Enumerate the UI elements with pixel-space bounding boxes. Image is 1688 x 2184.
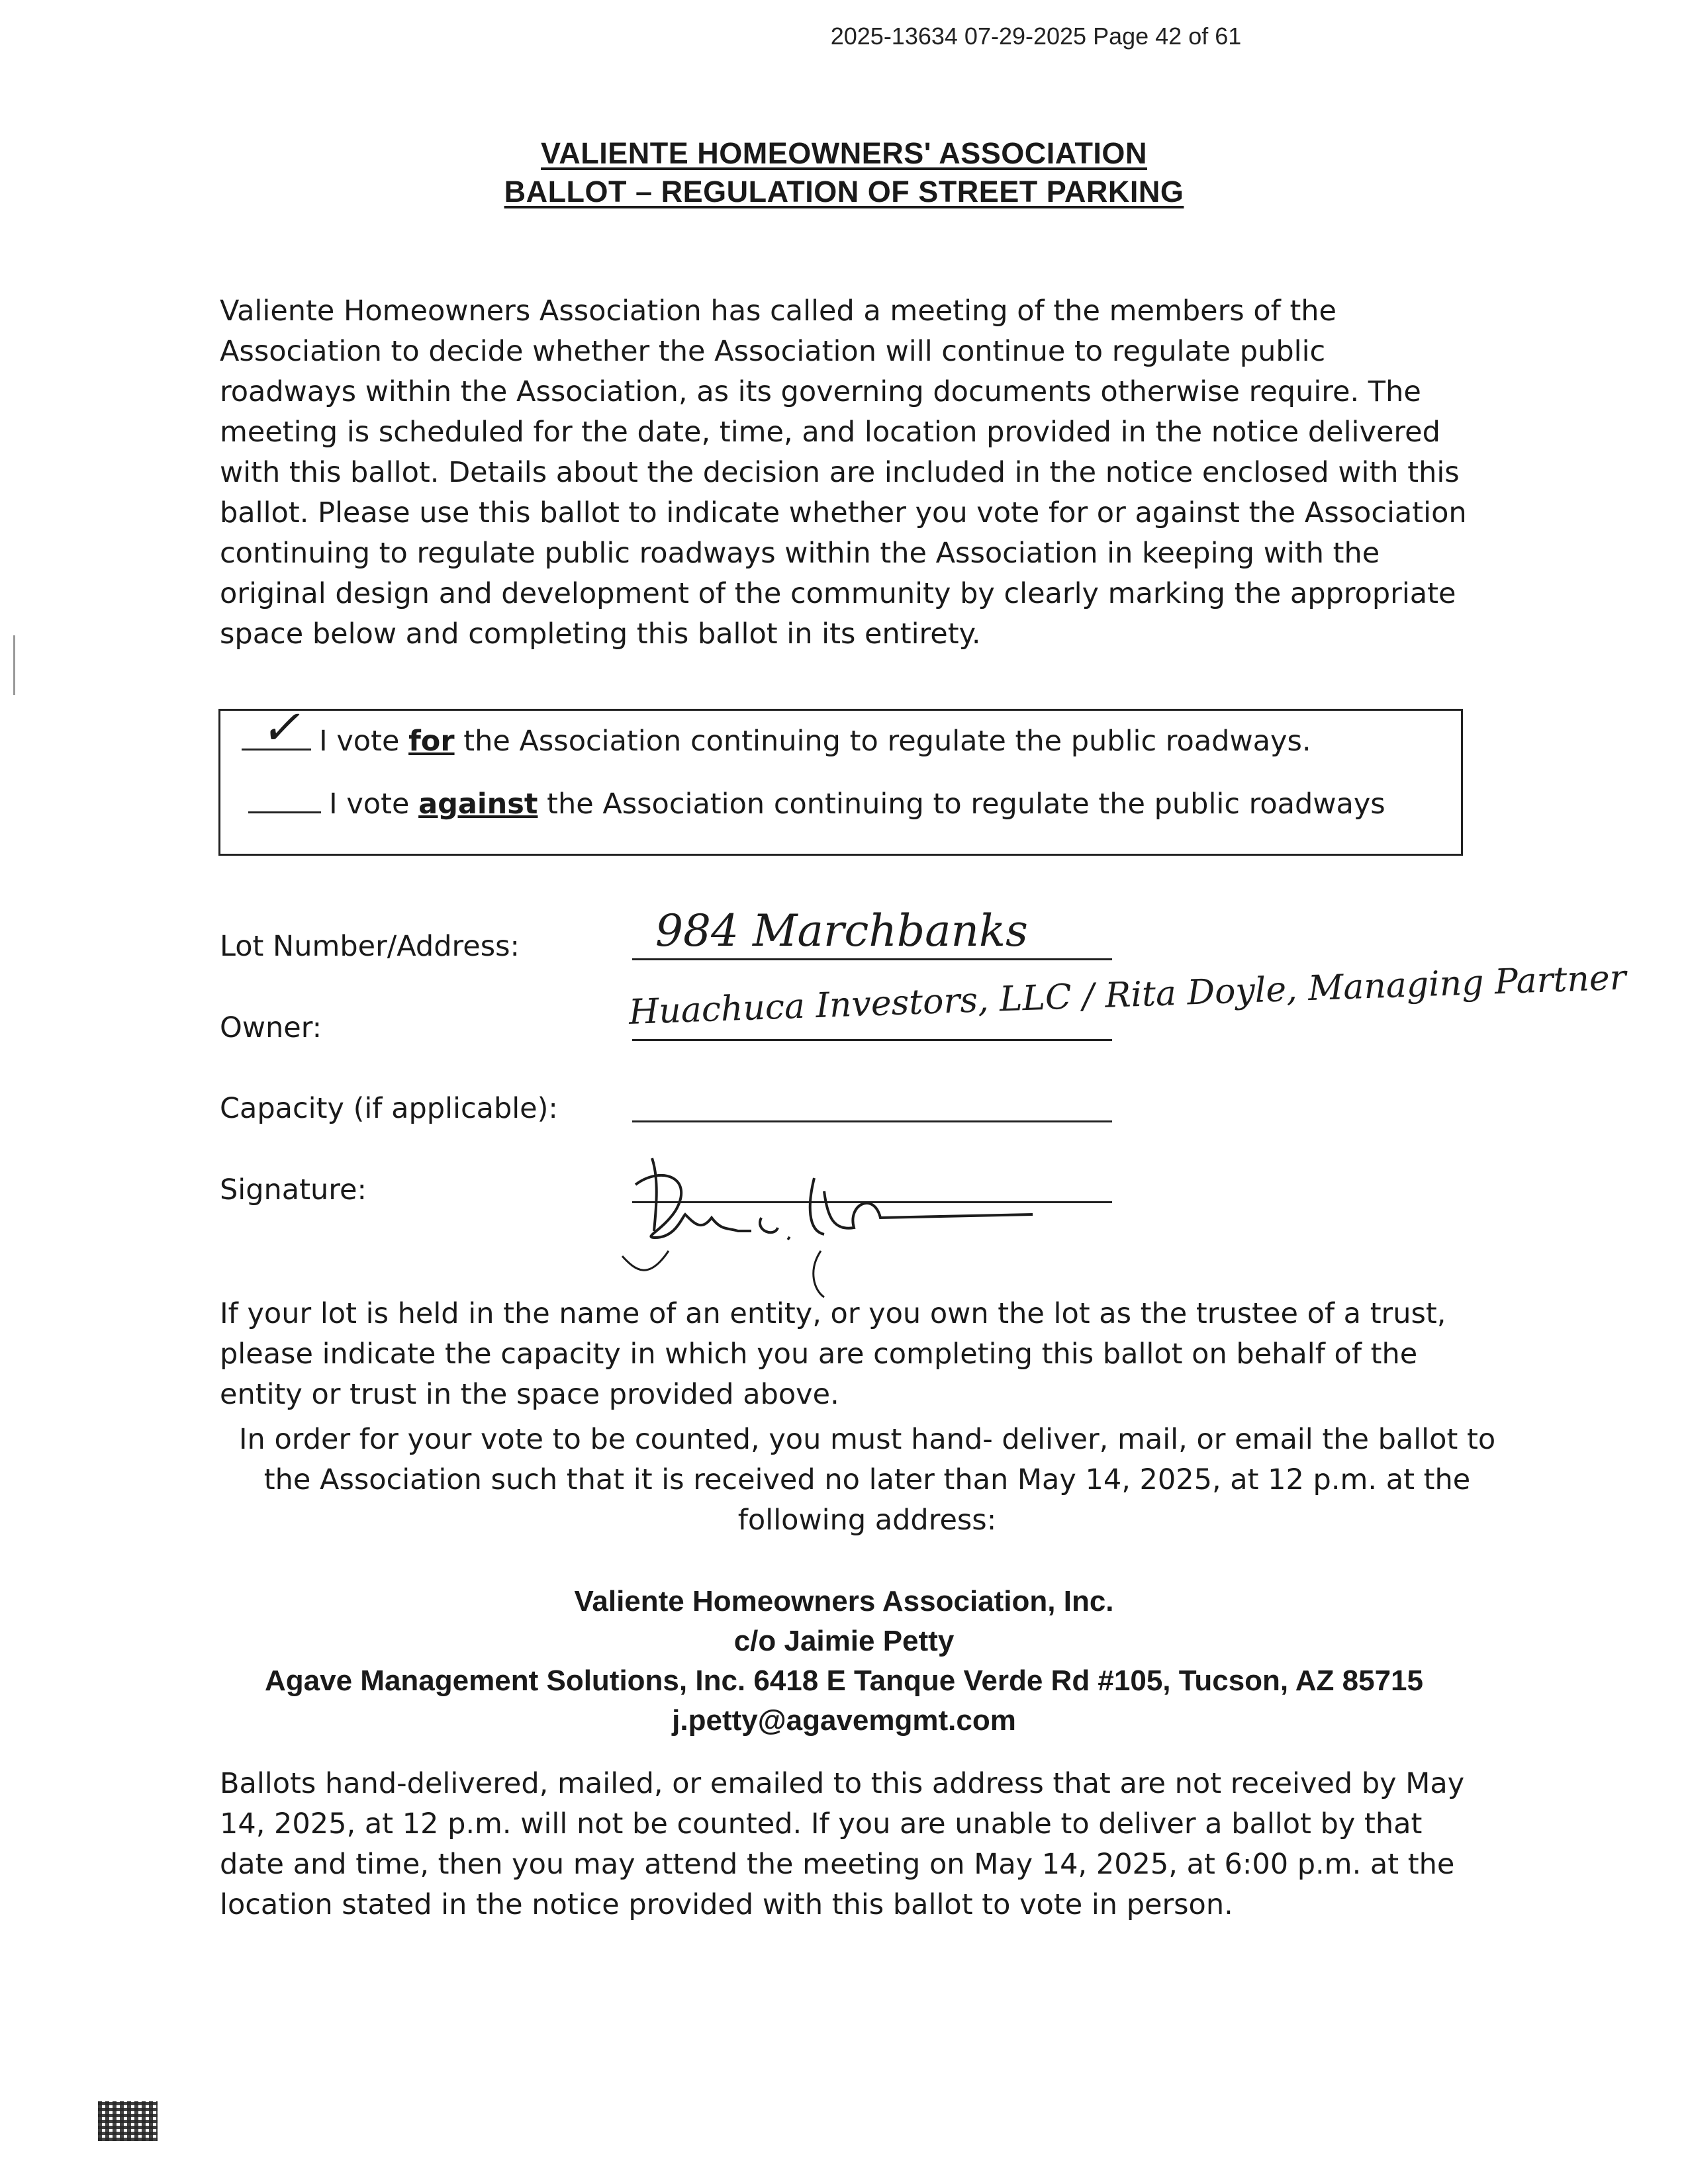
check-mark-icon: ✓ [260,700,301,755]
intro-paragraph [220,291,1511,655]
owner-label: Owner: [220,1011,322,1044]
owner-value[interactable]: Huachuca Investors, LLC / Rita Doyle, Managing Partner [628,958,1627,1032]
closing-line: location stated in the notice provided with this ballot to vote in person. [220,1888,1233,1921]
vote-against-blank[interactable] [248,789,321,813]
vote-for-option[interactable]: ✓ I vote for the Association continuing to regulate the public roadways. [242,725,1311,758]
vote-against-option[interactable]: I vote against the Association continuing to regulate the public roadways [248,788,1385,821]
owner-line[interactable] [632,1039,1112,1041]
capacity-line[interactable] [632,1120,1112,1122]
address-contact: c/o Jaimie Petty [733,1625,955,1657]
entity-note-line: please indicate the capacity in which you are completing this ballot on behalf of the [220,1338,1418,1371]
delivery-note [218,1420,1516,1541]
closing-paragraph [220,1764,1511,1925]
entity-note [220,1294,1511,1415]
lot-label: Lot Number/Address: [220,930,520,963]
closing-line: date and time, then you may attend the meeting on May 14, 2025, at 6:00 p.m. at the [220,1848,1455,1881]
intro-line: roadways within the Association, as its governing documents otherwise require. The [220,375,1421,408]
vote-against-keyword: against [418,788,538,821]
intro-line: ballot. Please use this ballot to indicate whether you vote for or against the Association [220,496,1467,529]
page-subtitle: BALLOT – REGULATION OF STREET PARKING [504,175,1184,208]
address-org: Valiente Homeowners Association, Inc. [574,1585,1114,1617]
address-street: Agave Management Solutions, Inc. 6418 E Tanque Verde Rd #105, Tucson, AZ 85715 [265,1664,1423,1697]
scan-edge-mark [13,635,15,695]
intro-line: Valiente Homeowners Association has called a meeting of the members of the [220,295,1337,328]
entity-note-line: entity or trust in the space provided above. [220,1378,839,1411]
intro-line: with this ballot. Details about the decision are included in the notice enclosed with this [220,456,1460,489]
vote-for-blank[interactable] [242,700,311,755]
barcode-icon [98,2101,158,2141]
lot-line[interactable] [632,958,1112,960]
closing-line: 14, 2025, at 12 p.m. will not be counted. If you are unable to deliver a ballot by that [220,1807,1423,1841]
page-title: VALIENTE HOMEOWNERS' ASSOCIATION [541,136,1147,170]
closing-line: Ballots hand-delivered, mailed, or emailed to this address that are not received by May [220,1767,1465,1800]
lot-value[interactable]: 984 Marchbanks [655,905,1028,956]
signature-image [596,1138,1099,1304]
delivery-note-line: In order for your vote to be counted, you must hand- deliver, mail, or email the ballot to [238,1423,1496,1456]
capacity-label: Capacity (if applicable): [220,1092,558,1125]
vote-for-keyword: for [408,725,455,758]
intro-line: space below and completing this ballot in its entirety. [220,617,981,651]
intro-line: original design and development of the community by clearly marking the appropriate [220,577,1456,610]
delivery-note-line: following address: [737,1504,997,1537]
entity-note-line: If your lot is held in the name of an entity, or you own the lot as the trustee of a trust, [220,1297,1446,1330]
intro-line: continuing to regulate public roadways within the Association in keeping with the [220,537,1380,570]
delivery-note-line: the Association such that it is received no later than May 14, 2025, at 12 p.m. at the [263,1463,1471,1496]
signature-label: Signature: [220,1173,367,1206]
address-email[interactable]: j.petty@agavemgmt.com [672,1704,1016,1737]
recording-stamp: 2025-13634 07-29-2025 Page 42 of 61 [830,23,1242,50]
intro-line: Association to decide whether the Association will continue to regulate public [220,335,1326,368]
intro-line: meeting is scheduled for the date, time, and location provided in the notice delivered [220,416,1440,449]
